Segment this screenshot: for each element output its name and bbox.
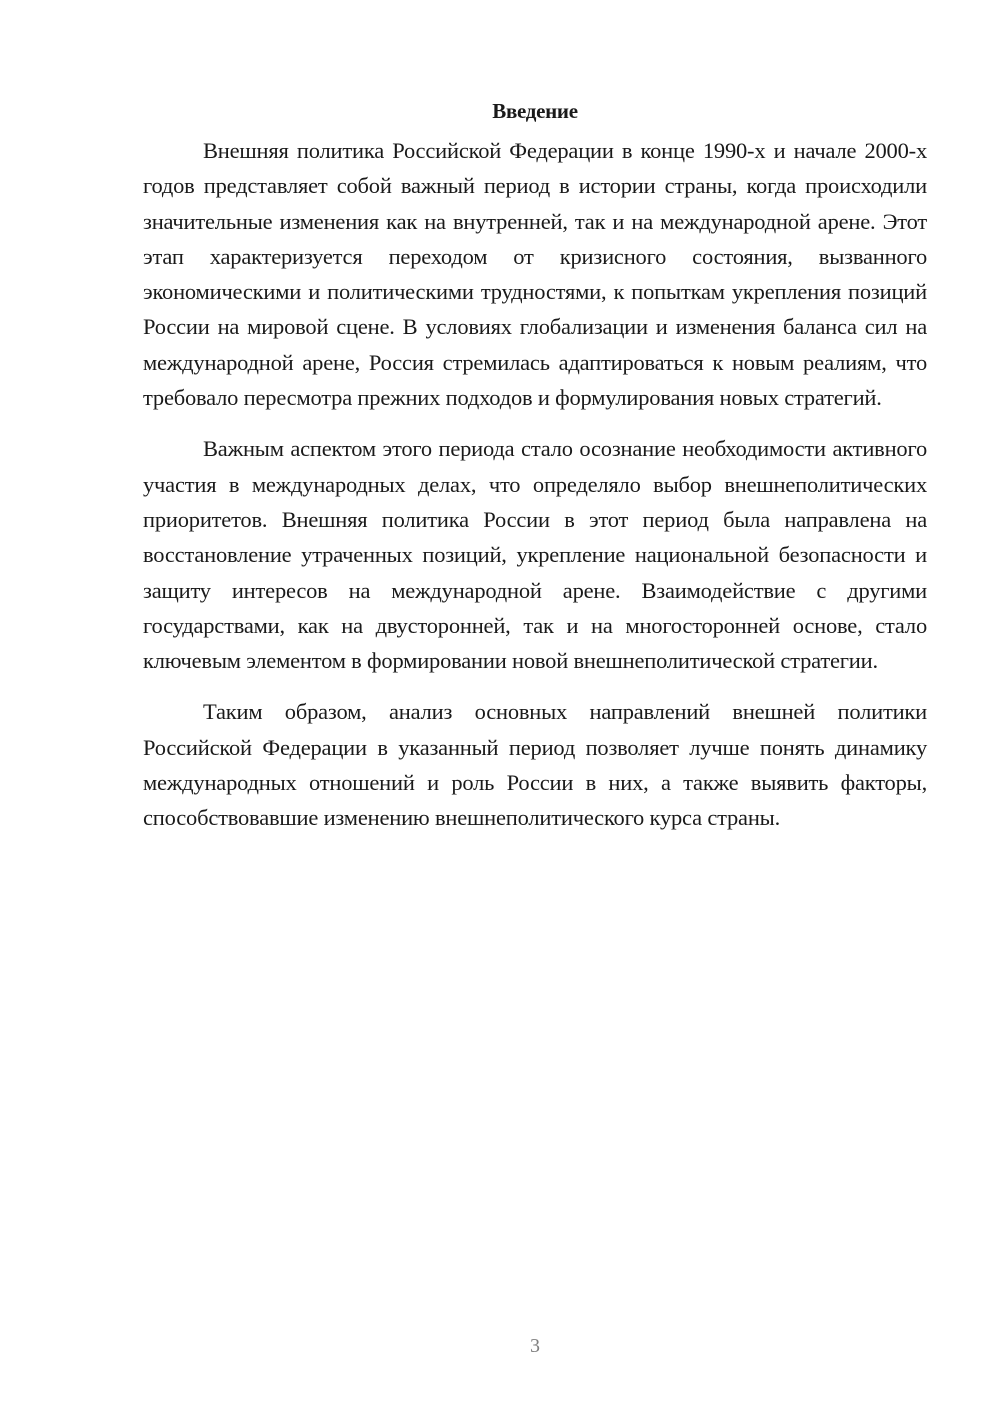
page-number: 3	[530, 1335, 540, 1357]
section-heading: Введение	[492, 99, 578, 123]
page-content	[143, 95, 927, 836]
paragraph-3: Таким образом, анализ основных направлений внешней политики Российской Федерации в указанный период позволяет лучше понять динамику международных отношений и роль России в них, а также выявить факторы, способствовавшие изменению внешнеполитического курса страны.	[143, 699, 927, 831]
paragraph-2: Важным аспектом этого периода стало осознание необходимости активного участия в международных делах, что определяло выбор внешнеполитических приоритетов. Внешняя политика России в этот период была направлена на восстановление утраченных позиций, укрепление национальной безопасности и защиту интересов на международной арене. Взаимодействие с другими государствами, как на двусторонней, так и на многосторонней основе, стало ключевым элементом в формировании новой внешнеполитической стратегии.	[143, 436, 927, 674]
paragraph-1: Внешняя политика Российской Федерации в конце 1990-х и начале 2000-х годов представляет собой важный период в истории страны, когда происходили значительные изменения как на внутренней, так и на международной арене. Этот этап характеризуется переходом от кризисного состояния, вызванного экономическими и политическими трудностями, к попыткам укрепления позиций России на мировой сцене. В условиях глобализации и изменения баланса сил на международной арене, Россия стремилась адаптироваться к новым реалиям, что требовало пересмотра прежних подходов и формулирования новых стратегий.	[143, 138, 927, 411]
